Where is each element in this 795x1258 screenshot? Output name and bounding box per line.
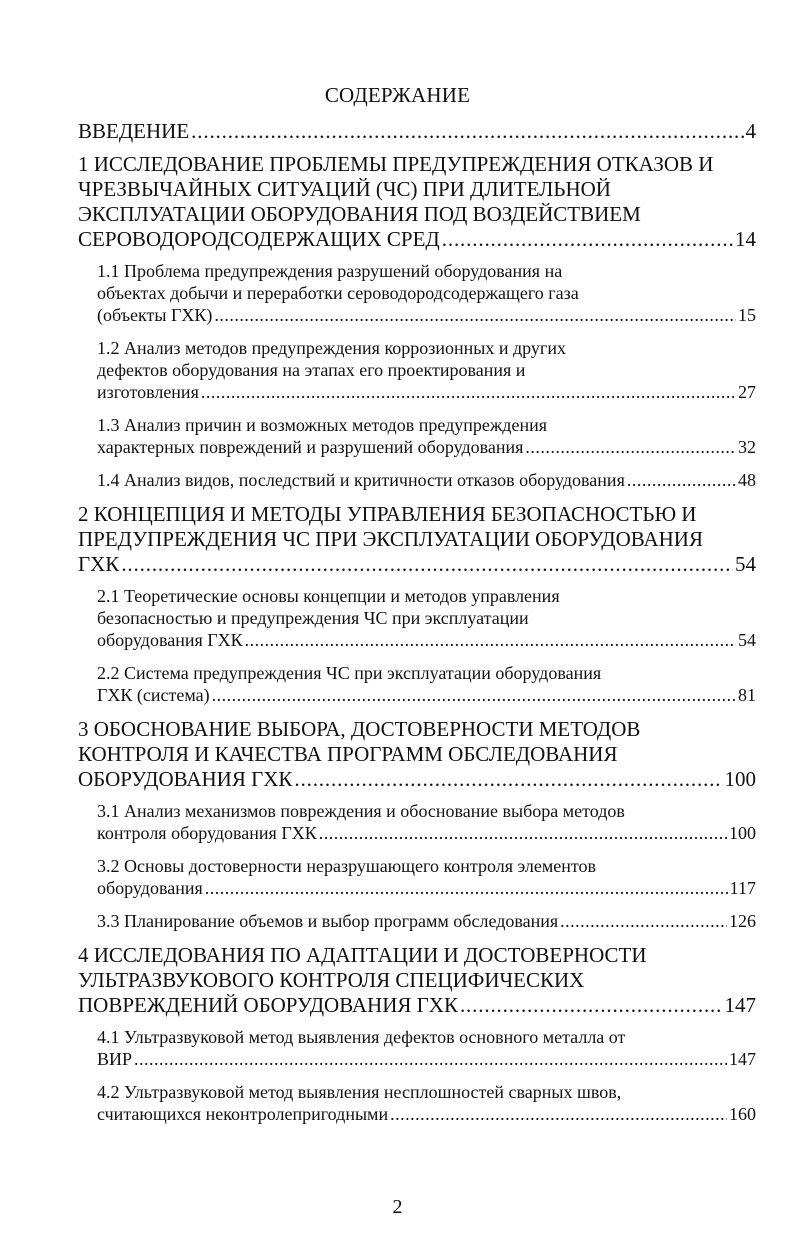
dot-leader xyxy=(212,684,736,706)
toc-page-number: 27 xyxy=(738,382,756,402)
toc-page-number: 147 xyxy=(729,1049,756,1069)
toc-entry-text: безопасностью и предупреждения ЧС при эксплуатации xyxy=(97,608,529,628)
toc-page-number: 100 xyxy=(724,767,756,791)
dot-leader xyxy=(319,822,727,844)
dot-leader xyxy=(390,1103,727,1125)
toc-entry-text: контроля оборудования ГХК xyxy=(97,823,317,843)
dot-leader xyxy=(294,767,722,792)
dot-leader xyxy=(121,552,733,577)
toc-entry-text: ГХК (система) xyxy=(97,685,210,705)
toc-entry-text: дефектов оборудования на этапах его проектирования и xyxy=(97,360,526,380)
toc-entry-text: 4 ИССЛЕДОВАНИЯ ПО АДАПТАЦИИ И ДОСТОВЕРНОСТИ xyxy=(78,943,647,967)
dot-leader xyxy=(245,629,736,651)
toc-entry-text: 3 ОБОСНОВАНИЕ ВЫБОРА, ДОСТОВЕРНОСТИ МЕТОДОВ xyxy=(78,717,641,741)
toc-entry-text: 4.1 Ультразвуковой метод выявления дефектов основного металла от xyxy=(97,1027,626,1047)
toc-entry-introduction xyxy=(78,119,756,144)
toc-entry-text: 1 ИССЛЕДОВАНИЕ ПРОБЛЕМЫ ПРЕДУПРЕЖДЕНИЯ ОТКАЗОВ И xyxy=(78,152,714,176)
toc-entry-text: ГХК xyxy=(78,552,120,576)
page-number: 2 xyxy=(392,1196,403,1218)
toc-entry-text: оборудования ГХК xyxy=(97,630,243,650)
toc-entry-text: ВВЕДЕНИЕ xyxy=(78,119,190,143)
toc-entry-section-2-2 xyxy=(78,662,756,706)
toc-entry-section-1-3 xyxy=(78,414,756,458)
toc-page-number: 15 xyxy=(738,305,756,325)
toc-entry-chapter-2 xyxy=(78,502,756,577)
toc-page-number: 4 xyxy=(745,119,756,143)
toc-entry-text: ПОВРЕЖДЕНИЙ ОБОРУДОВАНИЯ ГХК xyxy=(78,993,458,1017)
toc-entry-text: 1.1 Проблема предупреждения разрушений оборудования на xyxy=(97,261,563,281)
toc-entry-text: 4.2 Ультразвуковой метод выявления несплошностей сварных швов, xyxy=(97,1082,622,1102)
toc-entry-text: 1.2 Анализ методов предупреждения коррозионных и других xyxy=(97,338,566,358)
toc-entry-chapter-3 xyxy=(78,717,756,792)
toc-entry-section-4-2 xyxy=(78,1081,756,1125)
toc-entry-section-1-2 xyxy=(78,337,756,403)
page-title: СОДЕРЖАНИЕ xyxy=(324,83,471,107)
toc-page-number: 147 xyxy=(724,993,756,1017)
toc-entry-text: ОБОРУДОВАНИЯ ГХК xyxy=(78,767,293,791)
toc-page-number: 54 xyxy=(738,630,756,650)
toc-entry-text: 2.1 Теоретические основы концепции и методов управления xyxy=(97,586,560,606)
toc-entry-text: 3.3 Планирование объемов и выбор программ обследования xyxy=(97,911,559,931)
toc-entry-text: 2 КОНЦЕПЦИЯ И МЕТОДЫ УПРАВЛЕНИЯ БЕЗОПАСНОСТЬЮ И xyxy=(78,502,697,526)
toc-entry-section-1-1 xyxy=(78,260,756,326)
toc-entry-text: КОНТРОЛЯ И КАЧЕСТВА ПРОГРАММ ОБСЛЕДОВАНИЯ xyxy=(78,742,618,766)
dot-leader xyxy=(525,436,736,458)
dot-leader xyxy=(460,993,723,1018)
toc-page-number: 126 xyxy=(729,911,756,931)
toc-entry-text: УЛЬТРАЗВУКОВОГО КОНТРОЛЯ СПЕЦИФИЧЕСКИХ xyxy=(78,968,585,992)
toc-entry-text: ЭКСПЛУАТАЦИИ ОБОРУДОВАНИЯ ПОД ВОЗДЕЙСТВИЕМ xyxy=(78,202,641,226)
toc-entry-chapter-4 xyxy=(78,943,756,1018)
toc-entry-text: ПРЕДУПРЕЖДЕНИЯ ЧС ПРИ ЭКСПЛУАТАЦИИ ОБОРУДОВАНИЯ xyxy=(78,527,703,551)
toc-page-number: 160 xyxy=(729,1104,756,1124)
toc-page-number: 117 xyxy=(729,878,756,898)
toc-entry-text: СЕРОВОДОРОДСОДЕРЖАЩИХ СРЕД xyxy=(78,227,440,251)
dot-leader xyxy=(560,910,727,932)
toc-entry-section-1-4 xyxy=(78,469,756,491)
dot-leader xyxy=(627,469,736,491)
toc-entry-text: (объекты ГХК) xyxy=(97,305,213,325)
dot-leader xyxy=(214,304,736,326)
toc-entry-text: считающихся неконтролепригодными xyxy=(97,1104,389,1124)
toc-entry-text: 2.2 Система предупреждения ЧС при эксплуатации оборудования xyxy=(97,663,602,683)
table-of-contents xyxy=(78,119,756,1136)
toc-entry-text: объектах добычи и переработки сероводородсодержащего газа xyxy=(97,283,579,303)
toc-page-number: 100 xyxy=(729,823,756,843)
dot-leader xyxy=(191,119,743,144)
dot-leader xyxy=(201,381,736,403)
toc-entry-text: 1.4 Анализ видов, последствий и критичности отказов оборудования xyxy=(97,470,625,490)
toc-entry-section-3-3 xyxy=(78,910,756,932)
dot-leader xyxy=(134,1048,727,1070)
toc-entry-text: 1.3 Анализ причин и возможных методов предупреждения xyxy=(97,415,547,435)
toc-entry-text: 3.1 Анализ механизмов повреждения и обоснование выбора методов xyxy=(97,801,625,821)
dot-leader xyxy=(442,227,733,252)
toc-page-number: 54 xyxy=(735,552,756,576)
toc-entry-text: ЧРЕЗВЫЧАЙНЫХ СИТУАЦИЙ (ЧС) ПРИ ДЛИТЕЛЬНОЙ xyxy=(78,177,611,201)
toc-entry-chapter-1 xyxy=(78,152,756,252)
dot-leader xyxy=(205,877,728,899)
toc-page-number: 32 xyxy=(738,437,756,457)
toc-entry-section-3-1 xyxy=(78,800,756,844)
toc-entry-text: характерных повреждений и разрушений оборудования xyxy=(97,437,524,457)
toc-entry-text: оборудования xyxy=(97,878,203,898)
toc-entry-section-2-1 xyxy=(78,585,756,651)
toc-page-number: 14 xyxy=(735,227,756,251)
toc-entry-text: ВИР xyxy=(97,1049,133,1069)
toc-entry-text: 3.2 Основы достоверности неразрушающего контроля элементов xyxy=(97,856,597,876)
toc-entry-section-3-2 xyxy=(78,855,756,899)
toc-entry-section-4-1 xyxy=(78,1026,756,1070)
toc-entry-text: изготовления xyxy=(97,382,199,402)
toc-page-number: 81 xyxy=(738,685,756,705)
toc-page-number: 48 xyxy=(738,470,756,490)
